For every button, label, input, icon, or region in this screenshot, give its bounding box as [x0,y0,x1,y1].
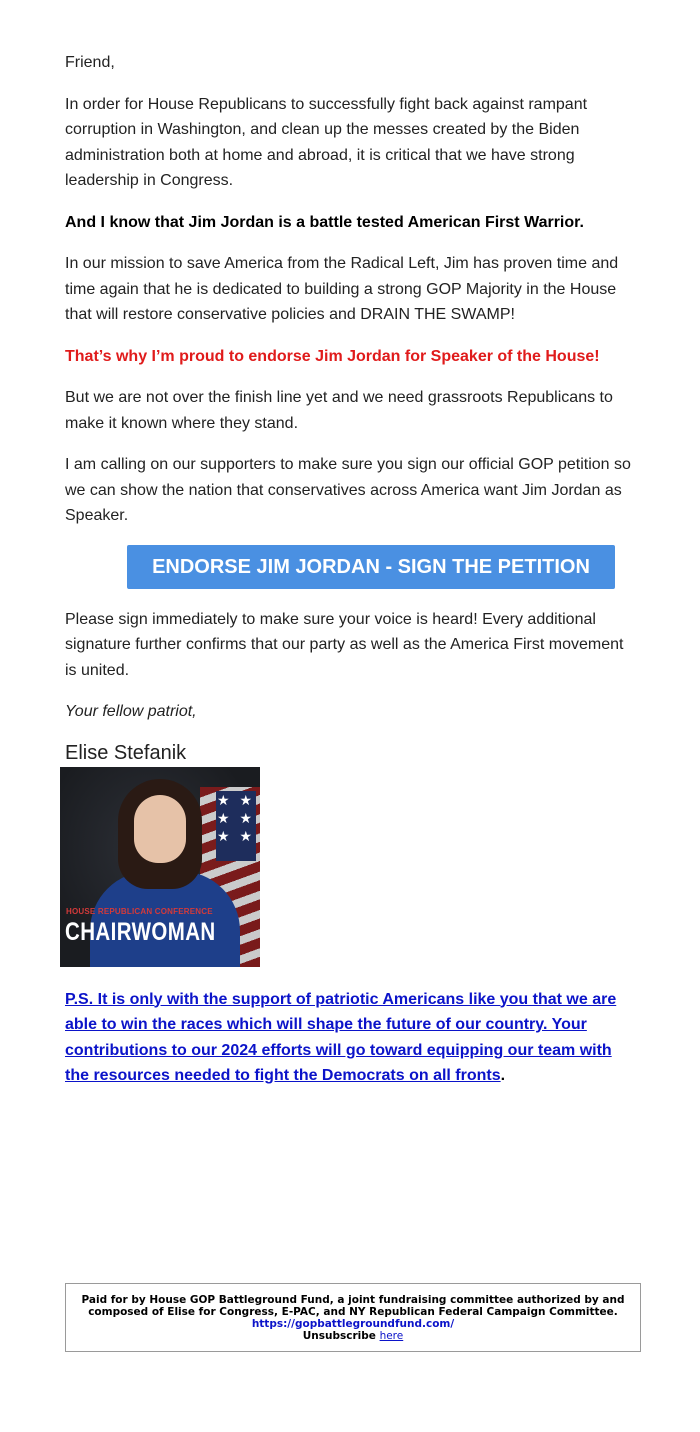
flag-stars: ★ ★ ★ ★ ★ ★ [216,791,256,861]
email-body [65,50,637,1089]
footer-url-link[interactable]: https://gopbattlegroundfund.com/ [251,1318,455,1330]
paragraph-intro: In order for House Republicans to successfully fight back against rampant corruption in Washington, and clean up the messes created by the Biden administration both at home and abroad, it is critical that we have strong leadership in Congress. [65,95,588,189]
paragraph-petition: I am calling on our supporters to make sure you sign our official GOP petition so we can show the nation that conservatives across America want Jim Jordan as Speaker. [65,456,631,524]
unsubscribe-link[interactable]: here [379,1330,404,1342]
closing-line: Your fellow patriot, [65,703,197,720]
disclaimer-footer [65,1283,641,1352]
bold-statement: And I know that Jim Jordan is a battle tested American First Warrior. [65,213,584,231]
postscript-link[interactable]: P.S. It is only with the support of patriotic Americans like you that we are able to win the races which will shape the future of our country. Your contributions to our 2024 efforts will go toward equipping our team with the resources needed to fight the Democrats on all fronts [65,990,617,1084]
photo-caption-conference: HOUSE REPUBLICAN CONFERENCE [66,906,213,916]
photo-caption-chairwoman: CHAIRWOMAN [65,917,216,946]
greeting: Friend, [65,54,115,71]
postscript-period: . [500,1067,506,1084]
paid-for-disclaimer: Paid for by House GOP Battleground Fund, a joint fundraising committee authorized by and composed of Elise for Congress, E-PAC, and NY Republican Federal Campaign Committee. [81,1294,625,1318]
signature-name: Elise Stefanik [65,741,187,764]
paragraph-mission: In our mission to save America from the Radical Left, Jim has proven time and time again that he is dedicated to building a strong GOP Majority in the House that will restore conservative policies and DRAIN THE SWAMP! [65,255,619,323]
unsubscribe-line [66,1330,640,1342]
portrait-face [134,795,186,863]
paragraph-finish-line: But we are not over the finish line yet and we need grassroots Republicans to make it known where they stand. [65,389,613,432]
unsubscribe-text: Unsubscribe [302,1330,376,1342]
cta-container [65,545,637,589]
chairwoman-portrait [60,767,260,967]
postscript [65,987,637,1089]
paragraph-sign-immediately: Please sign immediately to make sure your voice is heard! Every additional signature further confirms that our party as well as the America First movement is united. [65,610,624,679]
endorsement-line: That’s why I’m proud to endorse Jim Jordan for Speaker of the House! [65,347,600,365]
sign-petition-button[interactable]: ENDORSE JIM JORDAN - SIGN THE PETITION [127,545,615,589]
